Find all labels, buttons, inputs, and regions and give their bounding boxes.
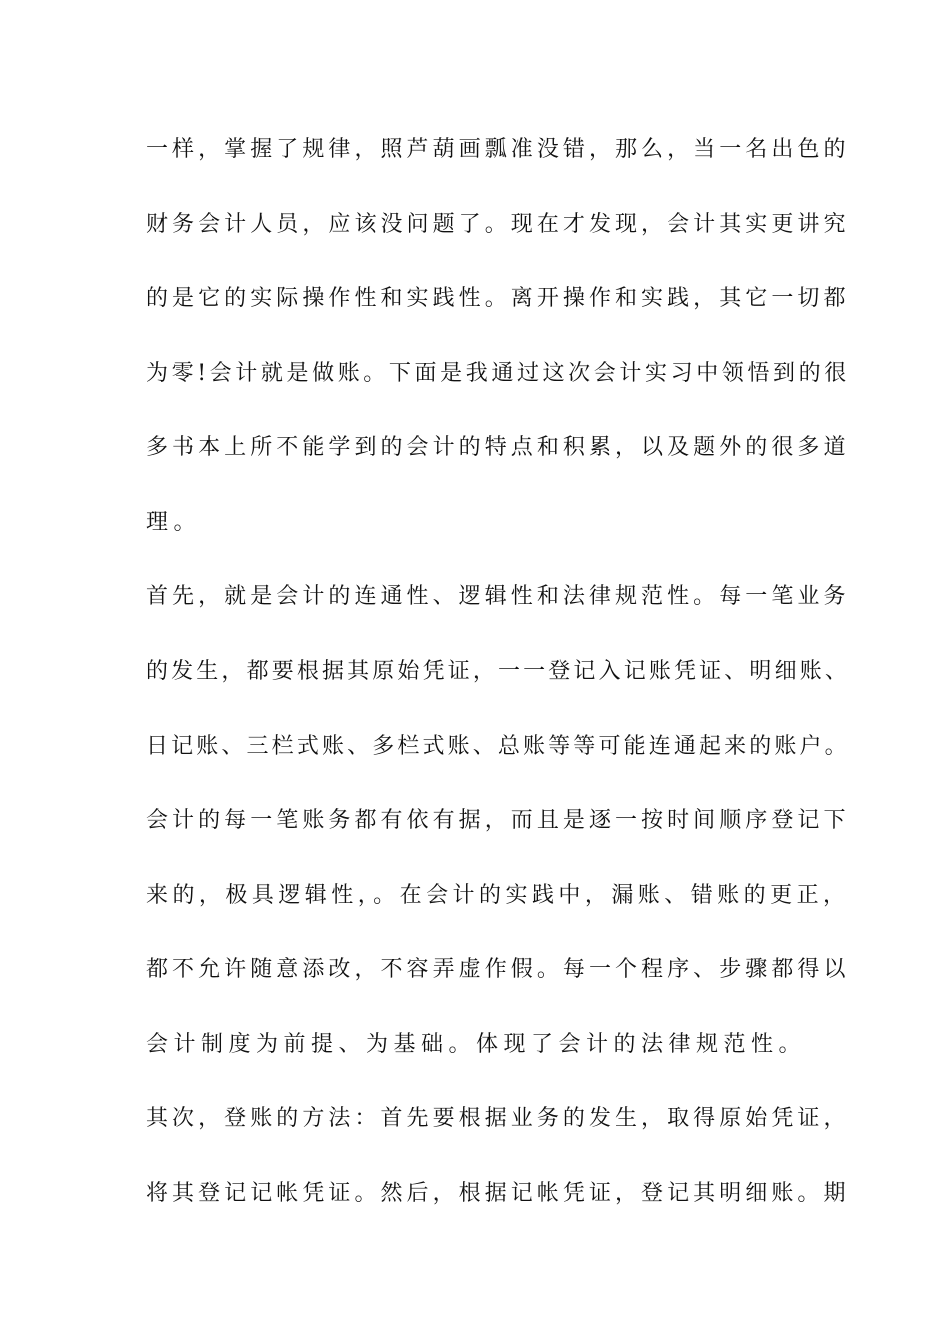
text-line: 财务会计人员，应该没问题了。现在才发现，会计其实更讲究 [146,212,850,237]
text-line: 的发生，都要根据其原始凭证，一一登记入记账凭证、明细账、 [146,659,851,684]
text-line: 会计制度为前提、为基础。体现了会计的法律规范性。 [146,1032,807,1057]
text-line: 为零!会计就是做账。下面是我通过这次会计实习中领悟到的很 [146,361,850,386]
text-line: 来的，极具逻辑性，。在会计的实践中，漏账、错账的更正， [146,883,850,908]
text-line: 会计的每一笔账务都有依有据，而且是逐一按时间顺序登记下 [146,808,850,833]
text-line: 首先，就是会计的连通性、逻辑性和法律规范性。每一笔业务 [146,584,850,609]
text-line: 都不允许随意添改，不容弄虚作假。每一个程序、步骤都得以 [146,957,850,982]
text-line: 多书本上所不能学到的会计的特点和积累，以及题外的很多道 [146,435,850,460]
text-line: 的是它的实际操作性和实践性。离开操作和实践，其它一切都 [146,286,850,311]
text-line: 日记账、三栏式账、多栏式账、总账等等可能连通起来的账户。 [146,734,850,759]
text-line: 其次，登账的方法：首先要根据业务的发生，取得原始凭证， [146,1106,850,1131]
text-line: 将其登记记帐凭证。然后，根据记帐凭证，登记其明细账。期 [146,1181,850,1206]
text-line: 理。 [146,510,202,535]
text-line: 一样，掌握了规律，照芦葫画瓢准没错，那么，当一名出色的 [146,137,850,162]
